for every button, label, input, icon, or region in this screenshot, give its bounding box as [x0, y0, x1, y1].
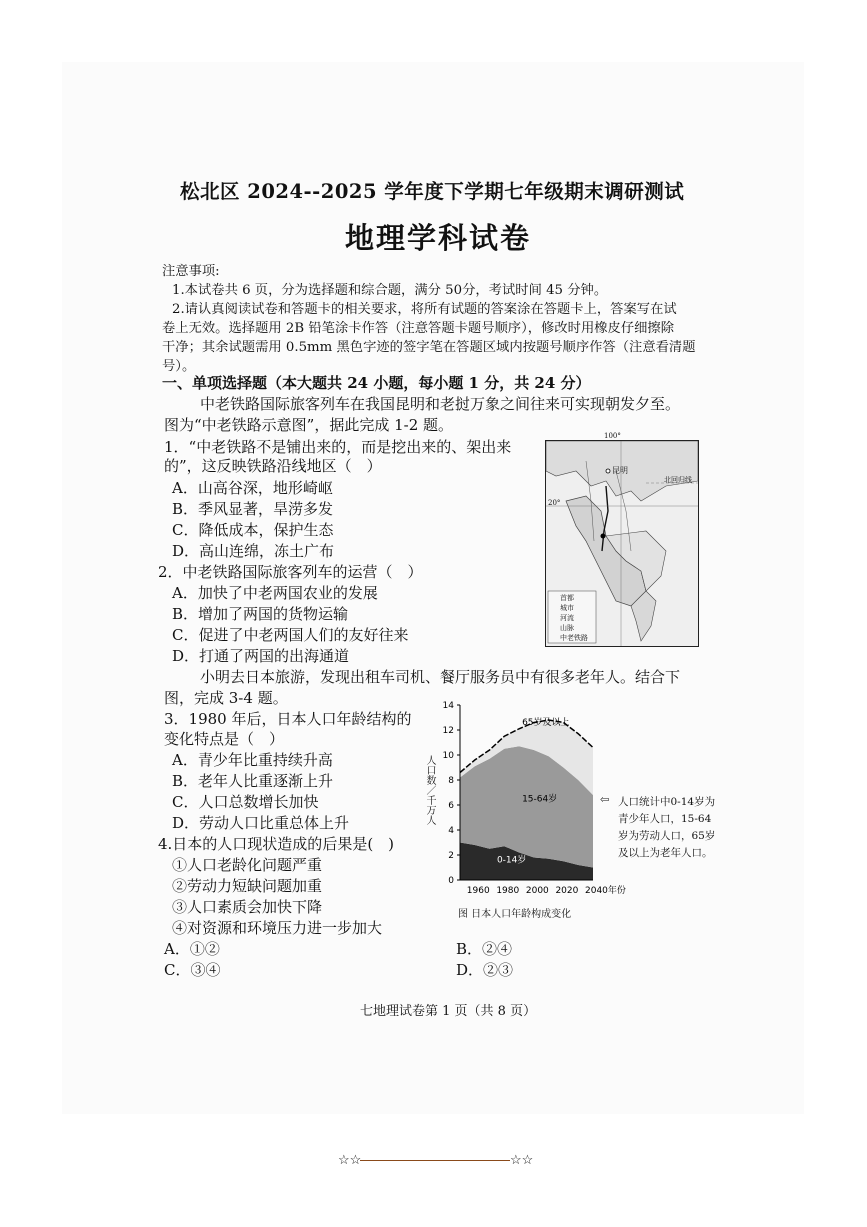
- q4-item: ③人口素质会加快下降: [172, 898, 323, 916]
- q2-option-b: B．增加了两国的货物运输: [172, 605, 349, 623]
- y-tick-label: 12: [442, 726, 454, 736]
- q2-option-c: C．促进了中老两国人们的友好往来: [172, 626, 409, 644]
- page-footer: 七地理试卷第 1 页（共 8 页）: [360, 1004, 537, 1019]
- q3-option-c: C．人口总数增长加快: [172, 793, 319, 811]
- q2-option-d: D．打通了两国的出海通道: [172, 647, 350, 665]
- y-tick-label: 6: [448, 801, 454, 811]
- map-longitude-label: 100°: [604, 432, 621, 440]
- q34-intro: 小明去日本旅游，发现出租车司机、餐厅服务员中有很多老年人。结合下: [200, 668, 681, 686]
- q3-option-d: D．劳动人口比重总体上升: [172, 814, 350, 832]
- x-tick-label: 2020: [555, 886, 579, 896]
- q4-option-c: C．③④: [164, 961, 221, 979]
- q3-option-a: A．青少年比重持续升高: [172, 751, 333, 769]
- q4-stem: 4.日本的人口现状造成的后果是( ): [158, 835, 395, 853]
- x-tick-label: 1980: [496, 886, 520, 896]
- q1-option-d: D．高山连绵，冻土广布: [172, 542, 335, 560]
- chart-note: 人口统计中0-14岁为青少年人口，15-64岁为劳动人口，65岁及以上为老年人口。: [618, 796, 716, 859]
- y-tick-label: 2: [448, 851, 454, 861]
- q1-option-c: C．降低成本，保护生态: [172, 521, 334, 539]
- notice-heading: 注意事项:: [162, 264, 220, 279]
- q4-option-a: A．①②: [164, 940, 220, 958]
- y-tick-label: 14: [442, 701, 454, 711]
- exam-subtitle: 地理学科试卷: [345, 221, 532, 255]
- series-label: 0-14岁: [496, 855, 527, 866]
- q4-option-b: B．②④: [456, 940, 513, 958]
- map-latitude-label: 20°: [548, 499, 561, 507]
- q4-item: ①人口老龄化问题严重: [172, 856, 323, 874]
- y-tick-label: 4: [448, 826, 454, 836]
- q1-stem: 的”，这反映铁路沿线地区（ ）: [164, 457, 382, 475]
- map-legend-city: 城市: [560, 604, 574, 612]
- section-heading: 一、单项选择题（本大题共 24 小题，每小题 1 分，共 24 分）: [162, 374, 591, 392]
- q3-option-b: B．老年人比重逐渐上升: [172, 772, 334, 790]
- notice-line: 干净；其余试题需用 0.5mm 黑色字迹的签字笔在答题区域内按题号顺序作答（注意看清题: [162, 340, 696, 355]
- x-tick-label: 1960: [466, 886, 490, 896]
- notice-line: 号）。: [162, 359, 196, 374]
- x-tick-label: 2000: [525, 886, 549, 896]
- section-intro: 图为“中老铁路示意图”，据此完成 1-2 题。: [164, 416, 454, 434]
- chart-ylabel: 人口数／千万人: [424, 755, 435, 825]
- footer-divider: [360, 1160, 510, 1161]
- map-legend-mountain: 山脉: [560, 624, 574, 632]
- chart-title: 图 日本人口年龄构成变化: [458, 909, 572, 920]
- q4-item: ②劳动力短缺问题加重: [172, 877, 323, 895]
- notice-line: 卷上无效。选择题用 2B 铅笔涂卡作答（注意答题卡题号顺序），修改时用橡皮仔细擦除: [162, 321, 675, 336]
- q1-option-a: A．山高谷深，地形崎岖: [172, 479, 333, 497]
- map-city-label: 昆明: [612, 466, 628, 475]
- chart-note-arrow: ⇦: [600, 793, 610, 806]
- y-tick-label: 10: [442, 751, 454, 761]
- q1-stem: 1．“中老铁路不是铺出来的，而是挖出来的、架出来: [164, 438, 512, 456]
- footer-stars-right: ☆☆: [510, 1153, 534, 1168]
- map-legend-capital: 首都: [560, 594, 574, 602]
- notice-line: 1.本试卷共 6 页，分为选择题和综合题，满分 50分，考试时间 45 分钟。: [172, 283, 608, 298]
- population-chart: [418, 695, 728, 925]
- x-tick-label: 2040年份: [585, 886, 626, 896]
- footer-stars-left: ☆☆: [338, 1153, 362, 1168]
- q34-intro: 图，完成 3-4 题。: [164, 689, 288, 707]
- section-intro: 中老铁路国际旅客列车在我国昆明和老挝万象之间往来可实现朝发夕至。: [200, 395, 681, 413]
- notice-line: 2.请认真阅读试卷和答题卡的相关要求，将所有试题的答案涂在答题卡上，答案写在试: [172, 302, 677, 317]
- map-legend-river: 河流: [560, 614, 574, 622]
- q3-stem: 3．1980 年后，日本人口年龄结构的: [164, 710, 412, 728]
- series-label: 65岁及以上: [522, 718, 570, 728]
- y-tick-label: 8: [448, 776, 454, 786]
- railway-map: [545, 432, 699, 647]
- q4-item: ④对资源和环境压力进一步加大: [172, 919, 383, 937]
- q4-option-d: D．②③: [456, 961, 514, 979]
- q1-option-b: B．季风显著，旱涝多发: [172, 500, 334, 518]
- q2-stem: 2．中老铁路国际旅客列车的运营（ ）: [158, 563, 423, 581]
- series-label: 15-64岁: [522, 794, 558, 805]
- y-tick-label: 0: [448, 876, 454, 886]
- exam-title: 松北区 2024--2025 学年度下学期七年级期末调研测试: [180, 180, 685, 203]
- map-legend-railway: 中老铁路: [560, 634, 588, 642]
- q3-stem: 变化特点是（ ）: [164, 730, 285, 748]
- q2-option-a: A．加快了中老两国农业的发展: [172, 584, 378, 602]
- map-tropic-label: 北回归线: [664, 476, 692, 484]
